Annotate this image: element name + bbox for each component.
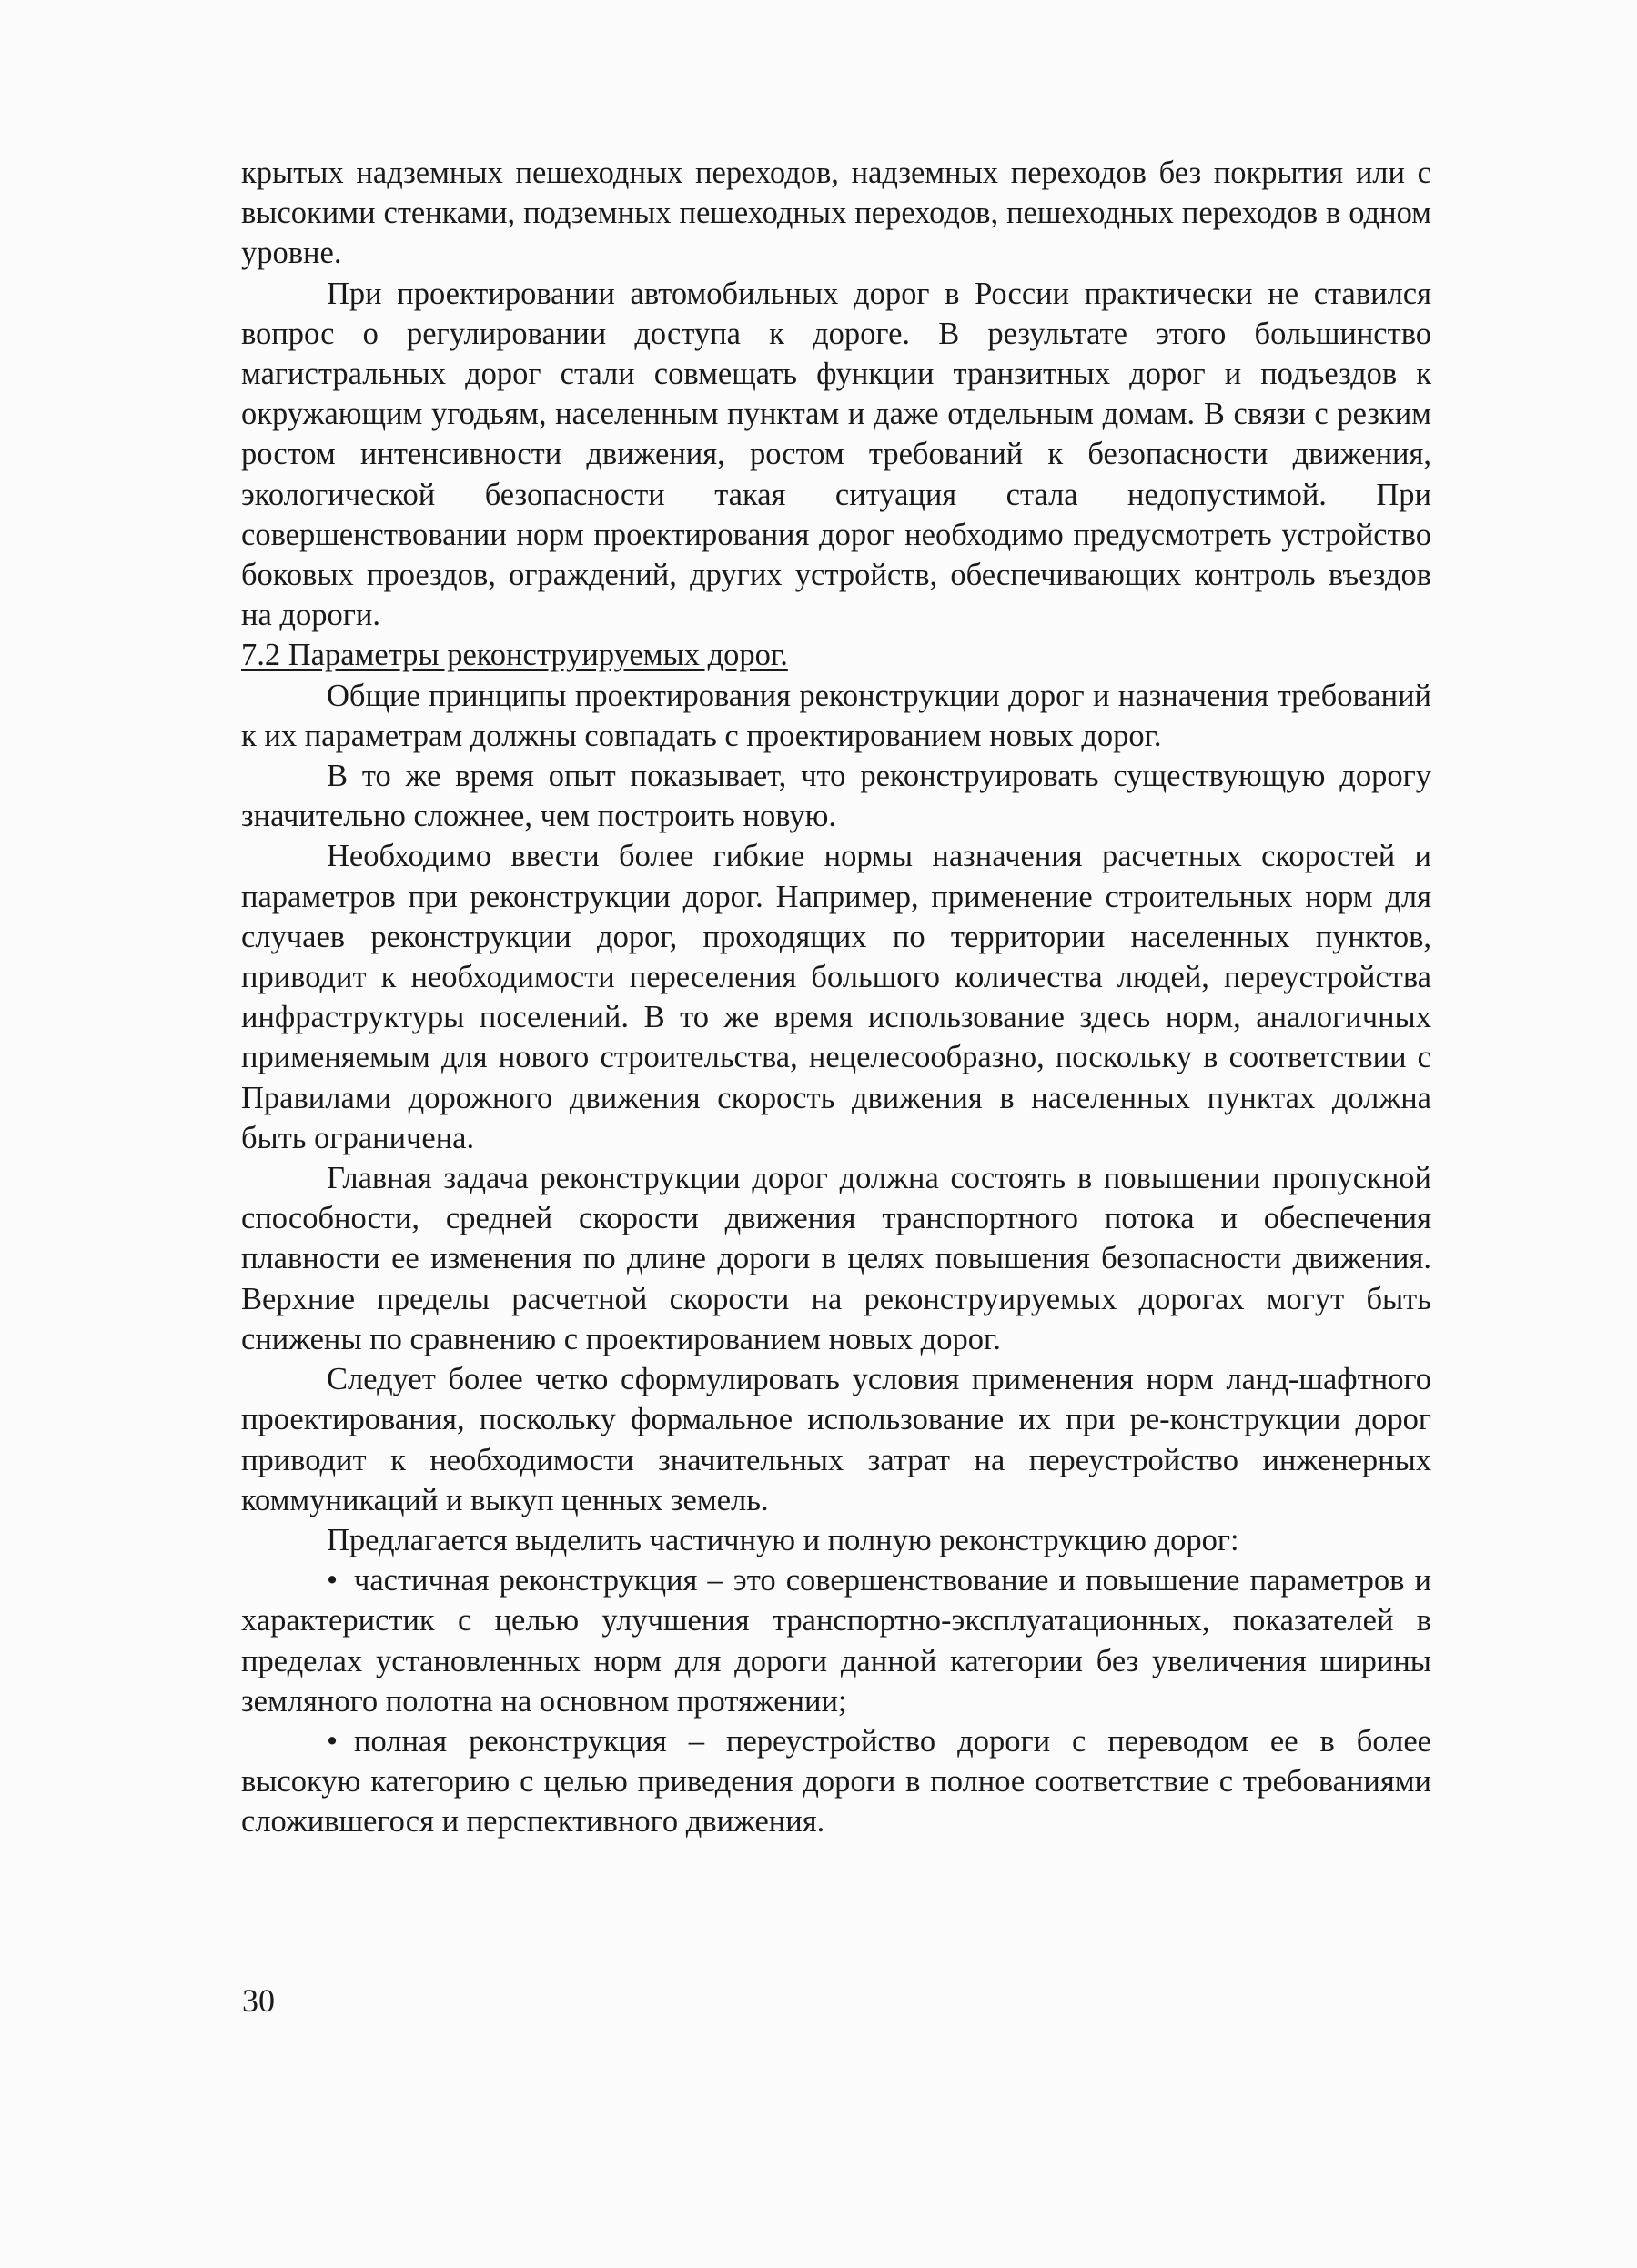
bullet-item-partial: [241, 1560, 1431, 1721]
paragraph-flexible-norms: Необходимо ввести более гибкие нормы назначения расчетных скоростей и параметров при реконструкции дорог. Например, применение строительных норм для случаев реконструкции дорог, проходящих по территории населенных пунктов, приводит к необходимости переселения большого количества людей, переустройства инфраструктуры поселений. В то же время использование здесь норм, аналогичных применяемым для нового строительства, нецелесообразно, поскольку в соответствии с Правилами дорожного движения скорость движения в населенных пунктах должна быть ограничена.: [241, 839, 1431, 1155]
section-heading: 7.2 Параметры реконструируемых дорог.: [241, 638, 788, 673]
bullet-icon: •: [327, 1563, 339, 1598]
body-text: [241, 153, 1431, 1842]
paragraph-general-principles: Общие принципы проектирования реконструкции дорог и назначения требований к их параметрам должны совпадать с проектированием новых дорог.: [241, 678, 1431, 753]
paragraph-proposal: Предлагается выделить частичную и полную реконструкцию дорог:: [327, 1522, 1239, 1557]
page-number: 30: [242, 1982, 275, 2019]
paragraph-experience: В то же время опыт показывает, что реконструировать существующую дорогу значительно сложнее, чем построить новую.: [241, 759, 1431, 834]
paragraph-access-regulation: При проектировании автомобильных дорог в России практически не ставился вопрос о регулировании доступа к дороге. В результате этого большинство магистральных дорог стали совмещать функции транзитных дорог и подъездов к окружающим угодьям, населенным пунктам и даже отдельным домам. В связи с резким ростом интенсивности движения, ростом требований к безопасности движения, экологической безопасности такая ситуация стала недопустимой. При совершенствовании норм проектирования дорог необходимо предусмотреть устройство боковых проездов, ограждений, других устройств, обеспечивающих контроль въездов на дороги.: [241, 276, 1431, 633]
bullet-text: частичная реконструкция – это совершенствование и повышение параметров и характеристик с целью улучшения транспортно-эксплуатационных, показателей в пределах установленных норм для дороги данной категории без увеличения ширины земляного полотна на основном протяжении;: [241, 1563, 1431, 1719]
bullet-icon: •: [327, 1723, 339, 1759]
paragraph-landscape-design: Следует более четко сформулировать условия применения норм ланд-шафтного проектирования, поскольку формальное использование их при ре-конструкции дорог приводит к необходимости значительных затрат на переустройство инженерных коммуникаций и выкуп ценных земель.: [241, 1362, 1431, 1517]
bullet-item-full: [241, 1721, 1431, 1842]
bullet-text: полная реконструкция – переустройство дороги с переводом ее в более высокую категорию с целью приведения дороги в полное соответствие с требованиями сложившегося и перспективного движения.: [241, 1723, 1431, 1840]
paragraph-continuation: крытых надземных пешеходных переходов, надземных переходов без покрытия или с высокими стенками, подземных пешеходных переходов, пешеходных переходов в одном уровне.: [241, 156, 1431, 271]
paragraph-main-task: Главная задача реконструкции дорог должна состоять в повышении пропускной способности, средней скорости движения транспортного потока и обеспечения плавности ее изменения по длине дороги в целях повышения безопасности движения. Верхние пределы расчетной скорости на реконструируемых дорогах могут быть снижены по сравнению с проектированием новых дорог.: [241, 1161, 1431, 1356]
